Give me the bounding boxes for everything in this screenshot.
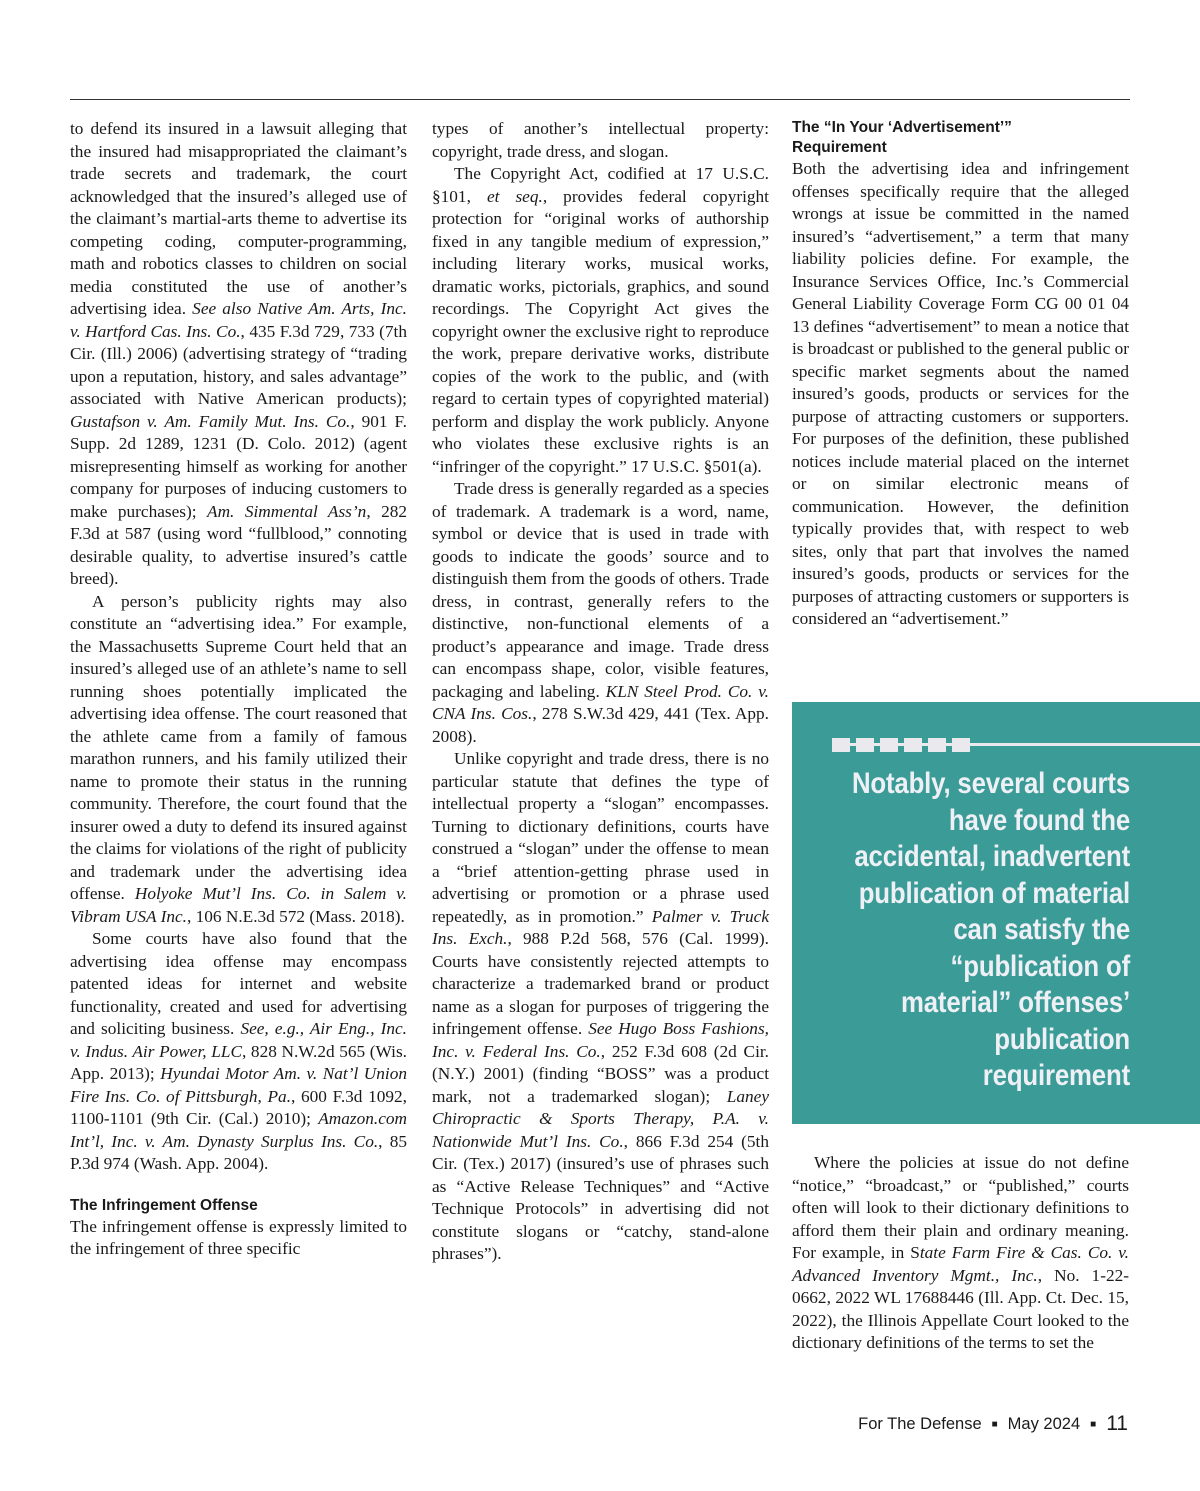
paragraph: The Copyright Act, codified at 17 U.S.C. §101, et seq., provides federal copyright protection for “original works of authorship fixed in any tangible medium of expression,” including literary works, musical works, dramatic works, pictorials, graphics, and sound recordings. The Copyright Act gives the copyright owner the exclusive right to reproduce the work, prepare derivative works, distribute copies of the work to the public, and (with regard to certain types of copyrighted material) perform and display the work publicly. Anyone who violates these exclusive rights is an “infringer of the copyright.” 17 U.S.C. §501(a). — [432, 164, 769, 476]
square-bullet-icon: ■ — [991, 1418, 998, 1430]
paragraph: Both the advertising idea and infringement offenses specifically require that the alleged wrongs at issue be committed in the named insured’s “advertisement,” a term that many liability policies define. For example, the Insurance Services Office, Inc.’s Commercial General Liability Coverage Form CG 00 01 04 13 defines “advertisement” to mean a notice that is broadcast or published to the general public or specific market segments about the named insured’s goods, products or services for the purpose of attracting customers or supporters. For purposes of the definition, these published notices include material placed on the internet or on similar electronic means of communication. However, the definition typically provides that, with respect to web sites, only that part that involves the named insured’s goods, products or services for the purposes of attracting customers or supporters is considered an “advertisement.” — [792, 159, 1129, 628]
column-2 — [432, 118, 769, 1266]
page-number: 11 — [1106, 1412, 1128, 1435]
issue-date: May 2024 — [1007, 1414, 1081, 1433]
page-footer — [858, 1412, 1128, 1436]
column-3-continued — [792, 1152, 1129, 1355]
pull-quote — [792, 702, 1200, 1124]
column-1 — [70, 118, 407, 1261]
paragraph: Where the policies at issue do not define “notice,” “broadcast,” or “published,” courts often will look to their dictionary definitions to afford them their plain and ordinary meaning. For example, in State Farm Fire & Cas. Co. v. Advanced Inventory Mgmt., Inc., No. 1-22-0662, 2022 WL 17688446 (Ill. App. Ct. Dec. 15, 2022), the Illinois Appellate Court looked to the dictionary definitions of the terms to set the — [792, 1153, 1129, 1352]
section-heading: The “In Your ‘Advertisement’” Requirement — [792, 119, 1012, 156]
section-heading: The Infringement Offense — [70, 1196, 258, 1214]
publication-name: For The Defense — [858, 1414, 982, 1433]
paragraph: to defend its insured in a lawsuit alleging that the insured had misappropriated the claimant’s trade secrets and trademark, the court acknowledged that the insured’s alleged use of the claimant’s martial-arts theme to advertise its competing coding, computer-programming, math and robotics classes to children on social media constituted the use of another’s advertising idea. See also Native Am. Arts, Inc. v. Hartford Cas. Ins. Co., 435 F.3d 729, 733 (7th Cir. (Ill.) 2006) (advertising strategy of “trading upon a reputation, history, and sales advantage” associated with Native American products); Gustafson v. Am. Family Mut. Ins. Co., 901 F. Supp. 2d 1289, 1231 (D. Colo. 2012) (agent misrepresenting himself as working for another company for purposes of inducing customers to make purchases); Am. Simmental Ass’n, 282 F.3d at 587 (using word “fullblood,” connoting desirable quality, to advertise insured’s cattle breed). — [70, 119, 407, 588]
top-rule — [70, 99, 1130, 100]
paragraph: A person’s publicity rights may also constitute an “advertising idea.” For example, the Massachusetts Supreme Court held that an insured’s alleged use of an athlete’s name to sell running shoes potentially implicated the advertising idea offense. The court reasoned that the athlete came from a family of famous marathon runners, and his family utilized their name to promote their status in the running community. Therefore, the court found that the insurer owed a duty to defend its insured against the claims for violations of the right of publicity and trademark under the advertising idea offense. Holyoke Mut’l Ins. Co. in Salem v. Vibram USA Inc., 106 N.E.3d 572 (Mass. 2018). — [70, 591, 407, 926]
column-3 — [792, 118, 1129, 631]
paragraph: types of another’s intellectual property: copyright, trade dress, and slogan. — [432, 119, 769, 161]
pull-quote-text: Notably, several courts have found the accidental, inadvertent publication of material can satisfy the “publication of material” offenses’ publication requirement — [851, 767, 1130, 1092]
square-bullet-icon: ■ — [1090, 1418, 1097, 1430]
pull-quote-ornament — [832, 738, 1200, 752]
paragraph: The infringement offense is expressly limited to the infringement of three specific — [70, 1216, 407, 1258]
paragraph: Some courts have also found that the advertising idea offense may encompass patented ideas for internet and website functionality, created and used for advertising and soliciting business. See, e.g., Air Eng., Inc. v. Indus. Air Power, LLC, 828 N.W.2d 565 (Wis. App. 2013); Hyundai Motor Am. v. Nat’l Union Fire Ins. Co. of Pittsburgh, Pa., 600 F.3d 1092, 1100-1101 (9th Cir. (Cal.) 2010); Amazon.com Int’l, Inc. v. Am. Dynasty Surplus Ins. Co., 85 P.3d 974 (Wash. App. 2004). — [70, 929, 407, 1173]
paragraph: Unlike copyright and trade dress, there is no particular statute that defines the type of intellectual property a “slogan” encompasses. Turning to dictionary definitions, courts have construed a “slogan” under the offense to mean a “brief attention-getting phrase used in advertising or promotion or a phrase used repeatedly, as in promotion.” Palmer v. Truck Ins. Exch., 988 P.2d 568, 576 (Cal. 1999). Courts have consistently rejected attempts to characterize a trademarked brand or product name as a slogan for purposes of triggering the infringement offense. See Hugo Boss Fashions, Inc. v. Federal Ins. Co., 252 F.3d 608 (2d Cir. (N.Y.) 2001) (finding “BOSS” was a product mark, not a trademarked slogan); Laney Chiropractic & Sports Therapy, P.A. v. Nationwide Mut’l Ins. Co., 866 F.3d 254 (5th Cir. (Tex.) 2017) (insured’s use of phrases such as “Active Release Techniques” and “Active Technique Protocols” in advertising did not constitute slogans or “catchy, stand-alone phrases”). — [432, 749, 769, 1263]
paragraph: Trade dress is generally regarded as a species of trademark. A trademark is a word, name, symbol or device that is used in trade with goods to indicate the goods’ source and to distinguish them from the goods of others. Trade dress, in contrast, generally refers to the distinctive, non-functional elements of a product’s appearance and image. Trade dress can encompass shape, color, visible features, packaging and labeling. KLN Steel Prod. Co. v. CNA Ins. Cos., 278 S.W.3d 429, 441 (Tex. App. 2008). — [432, 479, 770, 746]
